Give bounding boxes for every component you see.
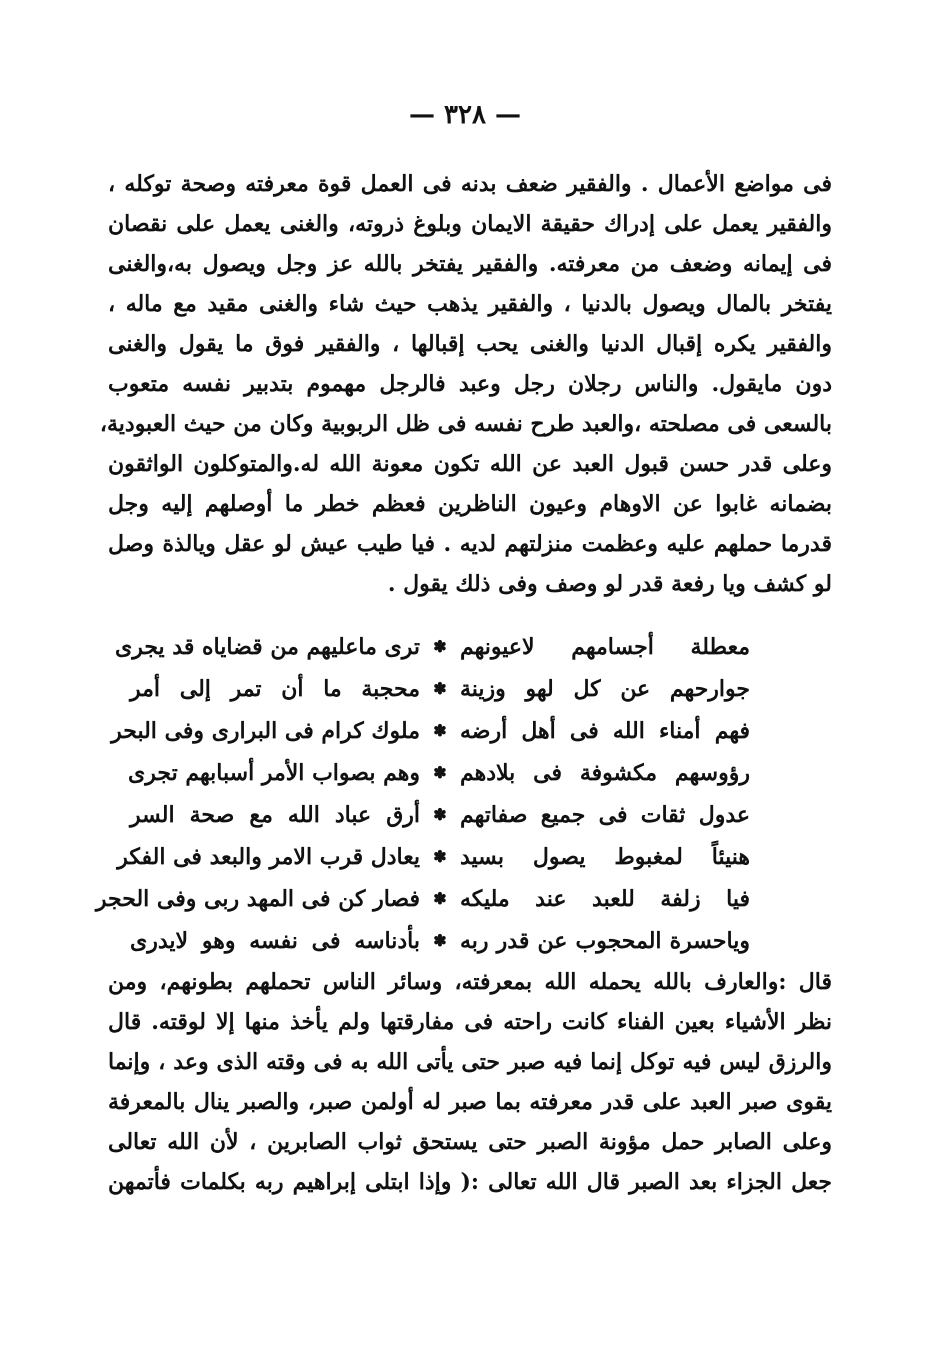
- verse-first-hemistich: عدول ثقات فى جميع صفاتهم: [460, 802, 750, 828]
- verse-second-hemistich: أرق عباد الله مع صحة السر: [130, 802, 420, 828]
- text-line: لو كشف ويا رفعة قدر لو وصف وفى ذلك يقول .: [387, 571, 832, 597]
- poem-verse: [111, 710, 750, 752]
- verse-second-hemistich: بأدناسه فى نفسه وهو لايدرى: [130, 928, 420, 954]
- verse-second-hemistich: يعادل قرب الامر والبعد فى الفكر: [117, 844, 420, 870]
- poem-verse: [130, 920, 750, 962]
- text-line: وعلى الصابر حمل مؤونة الصبر حتى يستحق ثواب الصابرين ، لأن الله تعالى: [108, 1129, 832, 1155]
- text-line: يفتخر بالمال ويصول بالدنيا ، والفقير يذهب حيث شاء والغنى مقيد مع ماله ،: [108, 291, 832, 317]
- text-line: قال :والعارف بالله يحمله الله بمعرفته، وسائر الناس تحملهم بطونهم، ومن: [108, 969, 832, 995]
- text-line: بضمانه غابوا عن الاوهام وعيون الناظرين فعظم خطر ما أوصلهم إليه وجل: [108, 491, 832, 517]
- text-line: فى مواضع الأعمال . والفقير ضعف بدنه فى العمل قوة معرفته وصحة توكله ،: [108, 171, 832, 197]
- verse-first-hemistich: فهم أمناء الله فى أهل أرضه: [460, 718, 750, 744]
- verse-separator: ✽: [433, 889, 447, 908]
- page-number: — ٣٢٨ —: [408, 100, 522, 130]
- verse-separator: ✽: [433, 679, 447, 698]
- poem-verse: [130, 668, 750, 710]
- text-line: وعلى قدر حسن قبول العبد عن الله تكون معونة الله له.والمتوكلون الواثقون: [108, 451, 832, 477]
- poem-verse: [130, 794, 750, 836]
- verse-first-hemistich: معطلة أجسامهم لاعيونهم: [460, 634, 750, 660]
- poem-verse: [114, 626, 750, 668]
- verse-first-hemistich: جوارحهم عن كل لهو وزينة: [460, 676, 750, 702]
- verse-separator: ✽: [433, 637, 447, 656]
- text-line: فى إيمانه وضعف من معرفته. والفقير يفتخر بالله عز وجل ويصول به،والغنى: [108, 251, 832, 277]
- paragraph-2: [108, 962, 832, 1202]
- verse-second-hemistich: وهم بصواب الأمر أسبابهم تجرى: [128, 760, 420, 786]
- verse-first-hemistich: هنيئاً لمغبوط يصول بسيد: [460, 844, 750, 870]
- verse-separator: ✽: [433, 805, 447, 824]
- text-line: قدرما حملهم عليه وعظمت منزلتهم لديه . فيا طيب عيش لو عقل ويالذة وصل: [108, 531, 832, 557]
- poem-verse: [130, 752, 750, 794]
- text-line: والفقير يكره إقبال الدنيا والغنى يحب إقبالها ، والفقير فوق ما يقول والغنى: [108, 331, 832, 357]
- poem: [95, 626, 750, 962]
- verse-second-hemistich: ملوك كرام فى البرارى وفى البحر: [111, 718, 420, 744]
- verse-first-hemistich: فيا زلفة للعبد عند مليكه: [460, 886, 750, 912]
- verse-separator: ✽: [433, 763, 447, 782]
- paragraph-1: [99, 164, 832, 604]
- poem-verse: [117, 836, 750, 878]
- text-line: يقوى صبر العبد على قدر معرفته بما صبر له أولمن صبر، والصبر ينال بالمعرفة: [108, 1089, 832, 1115]
- text-line: نظر الأشياء بعين الفناء كانت راحته فى مفارقتها ولم يأخذ منها إلا لوقته. قال: [108, 1009, 832, 1035]
- verse-first-hemistich: رؤوسهم مكشوفة فى بلادهم: [460, 760, 750, 786]
- text-line: جعل الجزاء بعد الصبر قال الله تعالى :( وإذا ابتلى إبراهيم ربه بكلمات فأتمهن: [108, 1169, 832, 1195]
- verse-separator: ✽: [433, 721, 447, 740]
- poem-verse: [95, 878, 750, 920]
- text-line: بالسعى فى مصلحته ،والعبد طرح نفسه فى ظل الربوبية وكان من حيث العبودية،: [99, 411, 832, 437]
- verse-separator: ✽: [433, 847, 447, 866]
- verse-first-hemistich: وياحسرة المحجوب عن قدر ربه: [460, 928, 750, 954]
- text-line: والفقير يعمل على إدراك حقيقة الايمان وبلوغ ذروته، والغنى يعمل على نقصان: [108, 211, 832, 237]
- verse-second-hemistich: محجبة ما أن تمر إلى أمر: [130, 676, 420, 702]
- verse-separator: ✽: [433, 931, 447, 950]
- verse-second-hemistich: ترى ماعليهم من قضاياه قد يجرى: [114, 634, 420, 660]
- verse-second-hemistich: فصار كن فى المهد ربى وفى الحجر: [95, 886, 420, 912]
- text-line: دون مايقول. والناس رجلان رجل وعبد فالرجل مهموم بتدبير نفسه متعوب: [108, 371, 832, 397]
- text-line: والرزق ليس فيه توكل إنما فيه صبر حتى يأتى الله به فى وقته الذى وعد ، وإنما: [108, 1049, 832, 1075]
